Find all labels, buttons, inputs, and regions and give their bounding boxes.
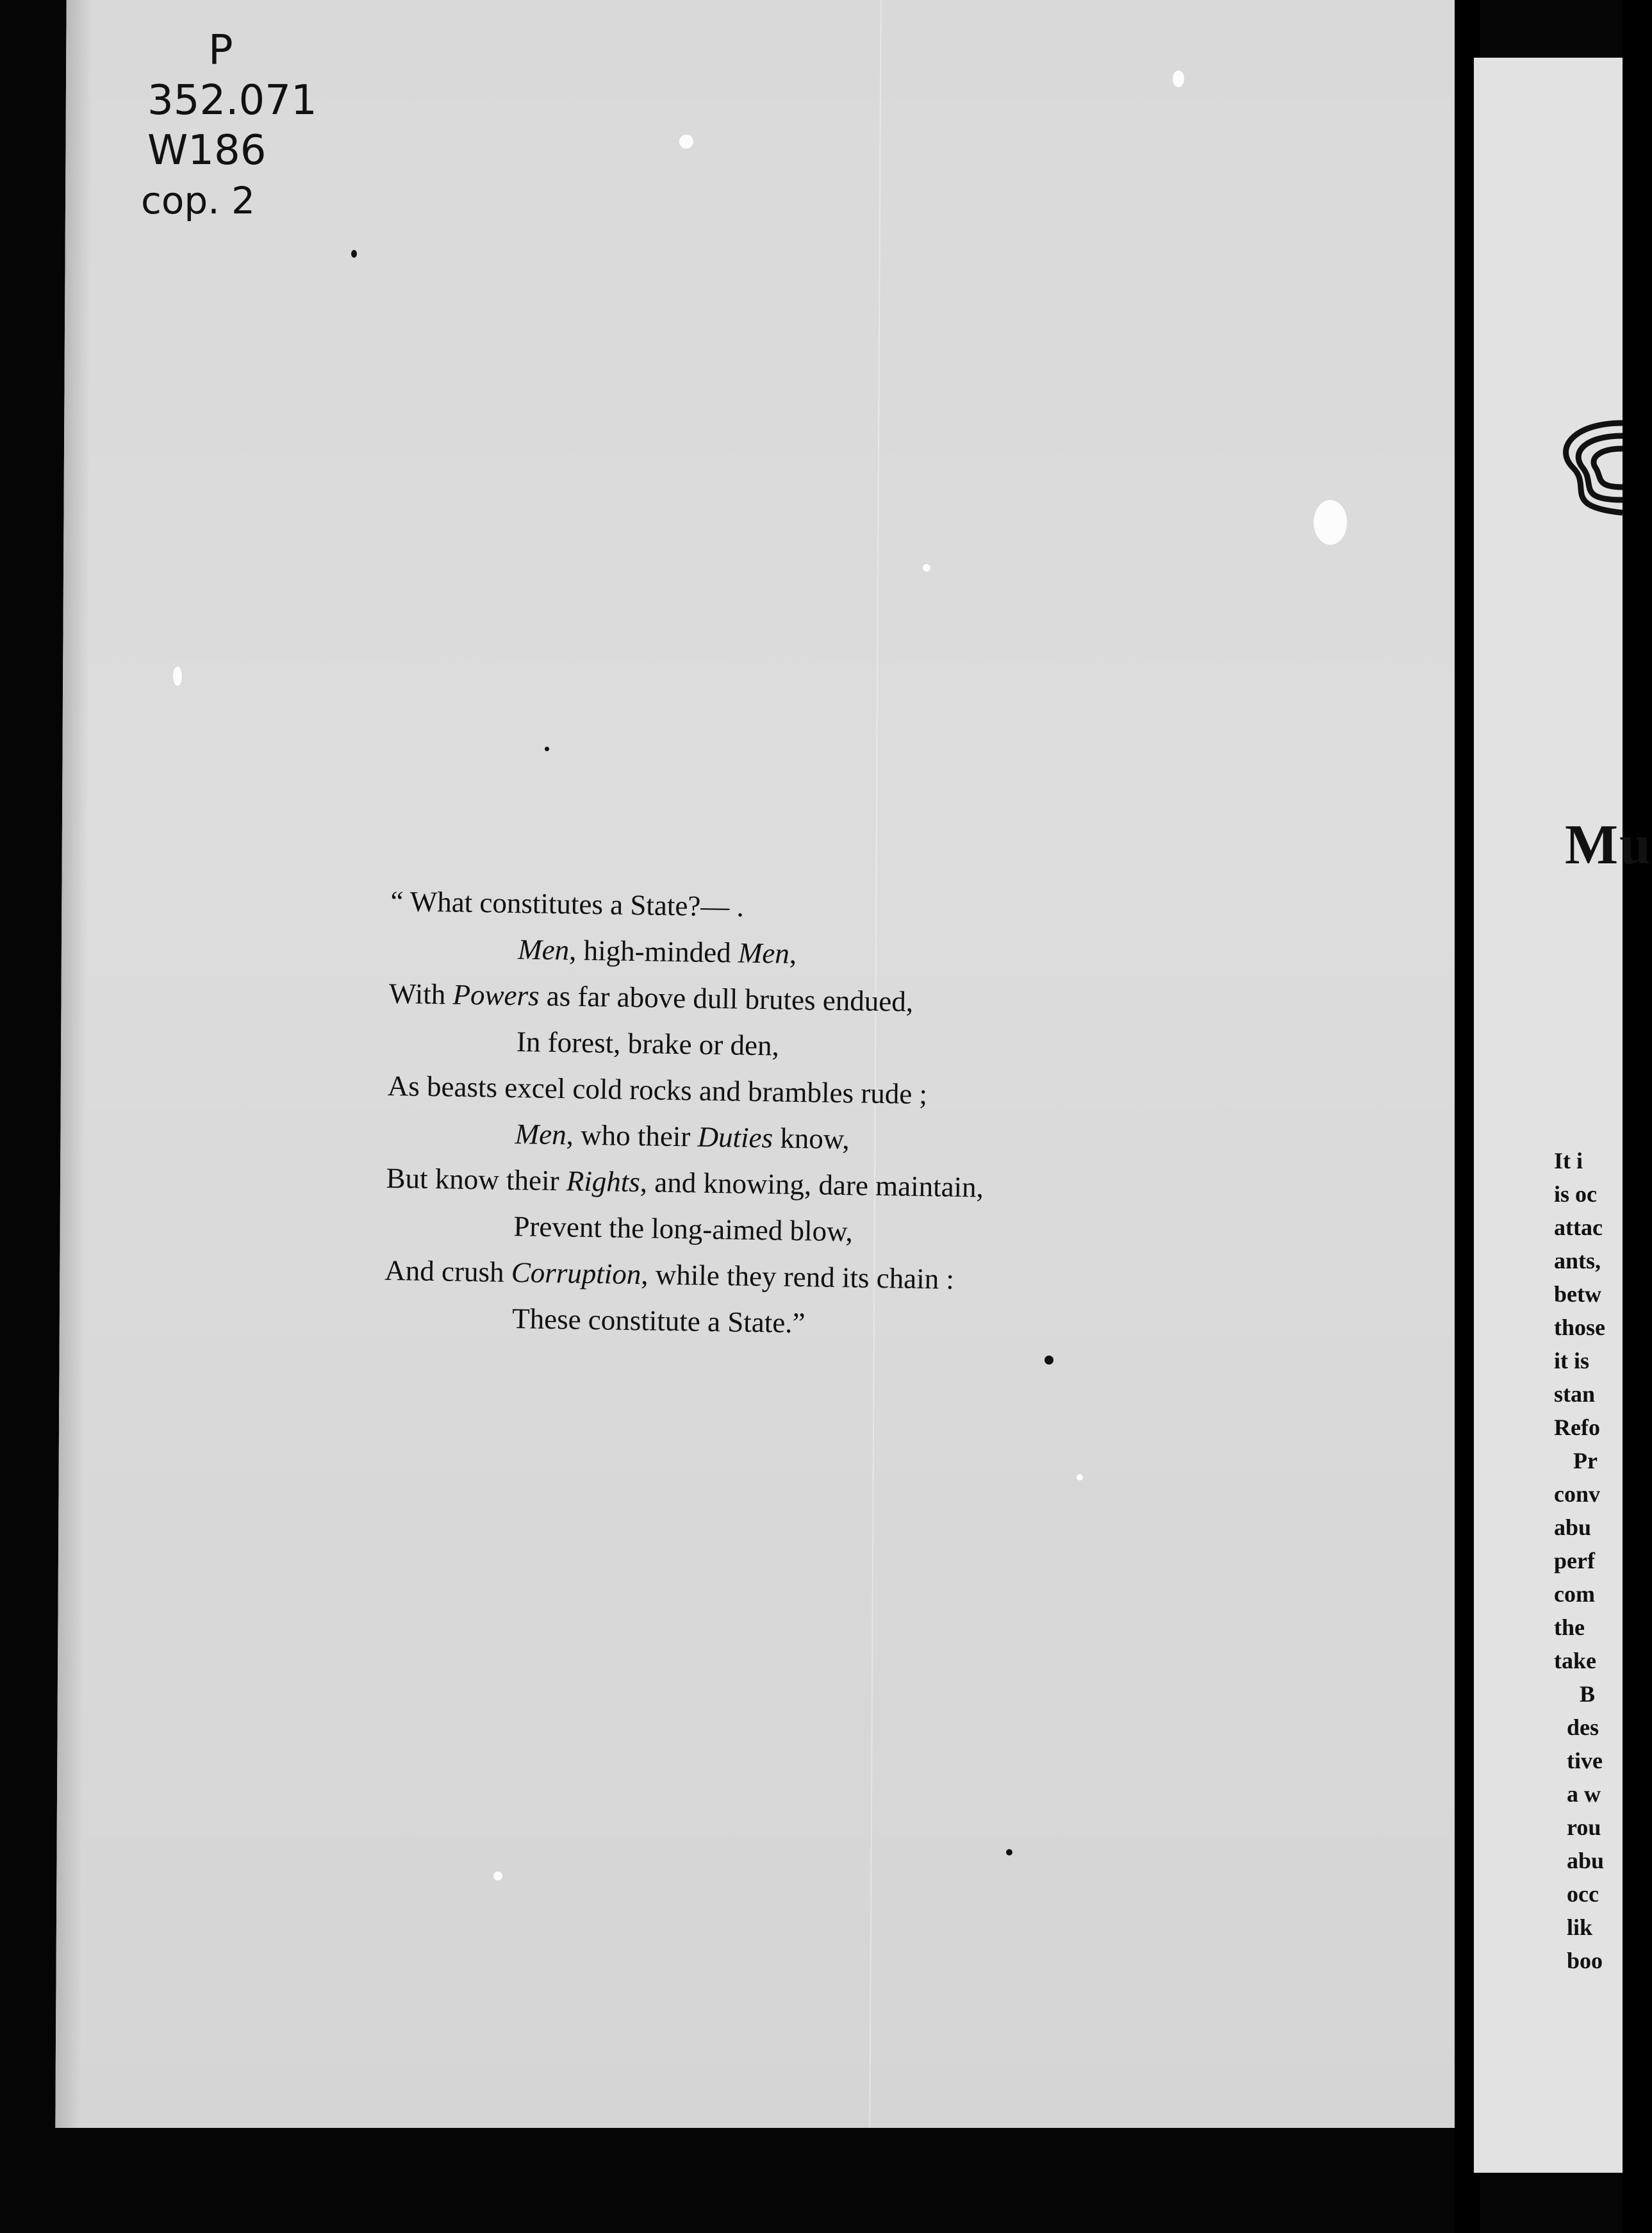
poem-line-text: Prevent the long-aimed blow, [513, 1210, 854, 1248]
italic-word: Men [517, 933, 570, 967]
paper-speck [923, 564, 930, 572]
paper-speck [1314, 500, 1347, 545]
column-fragment: abu [1567, 1848, 1605, 1873]
column-fragment: conv [1554, 1481, 1600, 1507]
column-fragment: stan [1554, 1381, 1596, 1407]
poem-line [387, 1063, 985, 1118]
italic-word: Corruption [511, 1256, 641, 1291]
ink-dot [545, 747, 549, 751]
italic-word: Men [515, 1118, 567, 1151]
column-fragment: those [1554, 1315, 1605, 1340]
ink-dot [1045, 1356, 1053, 1365]
paper-speck [173, 667, 182, 686]
paper-speck [679, 135, 693, 149]
column-fragment: the [1554, 1615, 1585, 1640]
column-fragment: It i [1554, 1148, 1583, 1174]
call-number [141, 26, 317, 226]
call-number-line-2: 352.071 [147, 77, 317, 124]
italic-word: Powers [452, 978, 540, 1012]
column-fragment: Refo [1554, 1415, 1600, 1440]
column-fragment: is oc [1554, 1181, 1597, 1207]
column-fragment: lik [1567, 1914, 1593, 1940]
call-number-line-4: cop. 2 [141, 179, 255, 222]
column-fragment: B [1580, 1681, 1596, 1707]
paper-speck [493, 1872, 502, 1880]
column-fragment: attac [1554, 1215, 1603, 1240]
poem-epigraph [384, 878, 989, 1349]
poem-line [390, 878, 988, 934]
poem-line-text: These constitute a State.” [511, 1302, 805, 1340]
column-fragment: tive [1567, 1748, 1603, 1773]
column-fragment: perf [1554, 1548, 1595, 1573]
ink-dot [1006, 1849, 1012, 1855]
column-fragment: ants, [1554, 1248, 1601, 1274]
paper-speck [1173, 71, 1184, 87]
column-fragment: des [1567, 1714, 1599, 1740]
ink-dot [351, 250, 357, 258]
column-fragment: Pr [1573, 1448, 1598, 1473]
poem-line-text: “ What constitutes a State?— . [390, 884, 745, 923]
column-fragment: boo [1567, 1948, 1603, 1973]
poem-line: Men, high-minded Men, [517, 933, 797, 970]
italic-word: Duties [697, 1120, 773, 1154]
paper-speck [1077, 1474, 1083, 1481]
italic-word: Men [738, 936, 790, 970]
call-number-line-3: W186 [147, 127, 267, 174]
column-fragment: it is [1554, 1348, 1590, 1374]
italic-word: Rights [566, 1165, 641, 1199]
poem-line: But know their Rights, and knowing, dare maintain, [386, 1161, 984, 1204]
poem-line: With Powers as far above dull brutes endued, [388, 977, 914, 1018]
column-fragment: com [1554, 1581, 1595, 1607]
call-number-line-1: P [208, 27, 233, 74]
poem-line: Men, who their Duties know, [515, 1118, 850, 1156]
column-fragment: occ [1567, 1881, 1599, 1907]
column-fragment: take [1554, 1648, 1596, 1673]
poem-line: And crush Corruption, while they rend its chain : [384, 1254, 955, 1295]
right-page-column [1554, 1144, 1605, 1977]
poem-line-text: As beasts excel cold rocks and brambles rude ; [387, 1069, 928, 1111]
poem-line [384, 1293, 982, 1349]
right-page-heading: Mu [1565, 814, 1652, 876]
column-fragment: betw [1554, 1281, 1601, 1307]
column-fragment: rou [1567, 1814, 1601, 1840]
column-fragment: abu [1554, 1515, 1592, 1540]
ornament-icon [1548, 410, 1623, 526]
column-fragment: a w [1567, 1781, 1601, 1807]
poem-line-text: In forest, brake or den, [516, 1025, 780, 1062]
